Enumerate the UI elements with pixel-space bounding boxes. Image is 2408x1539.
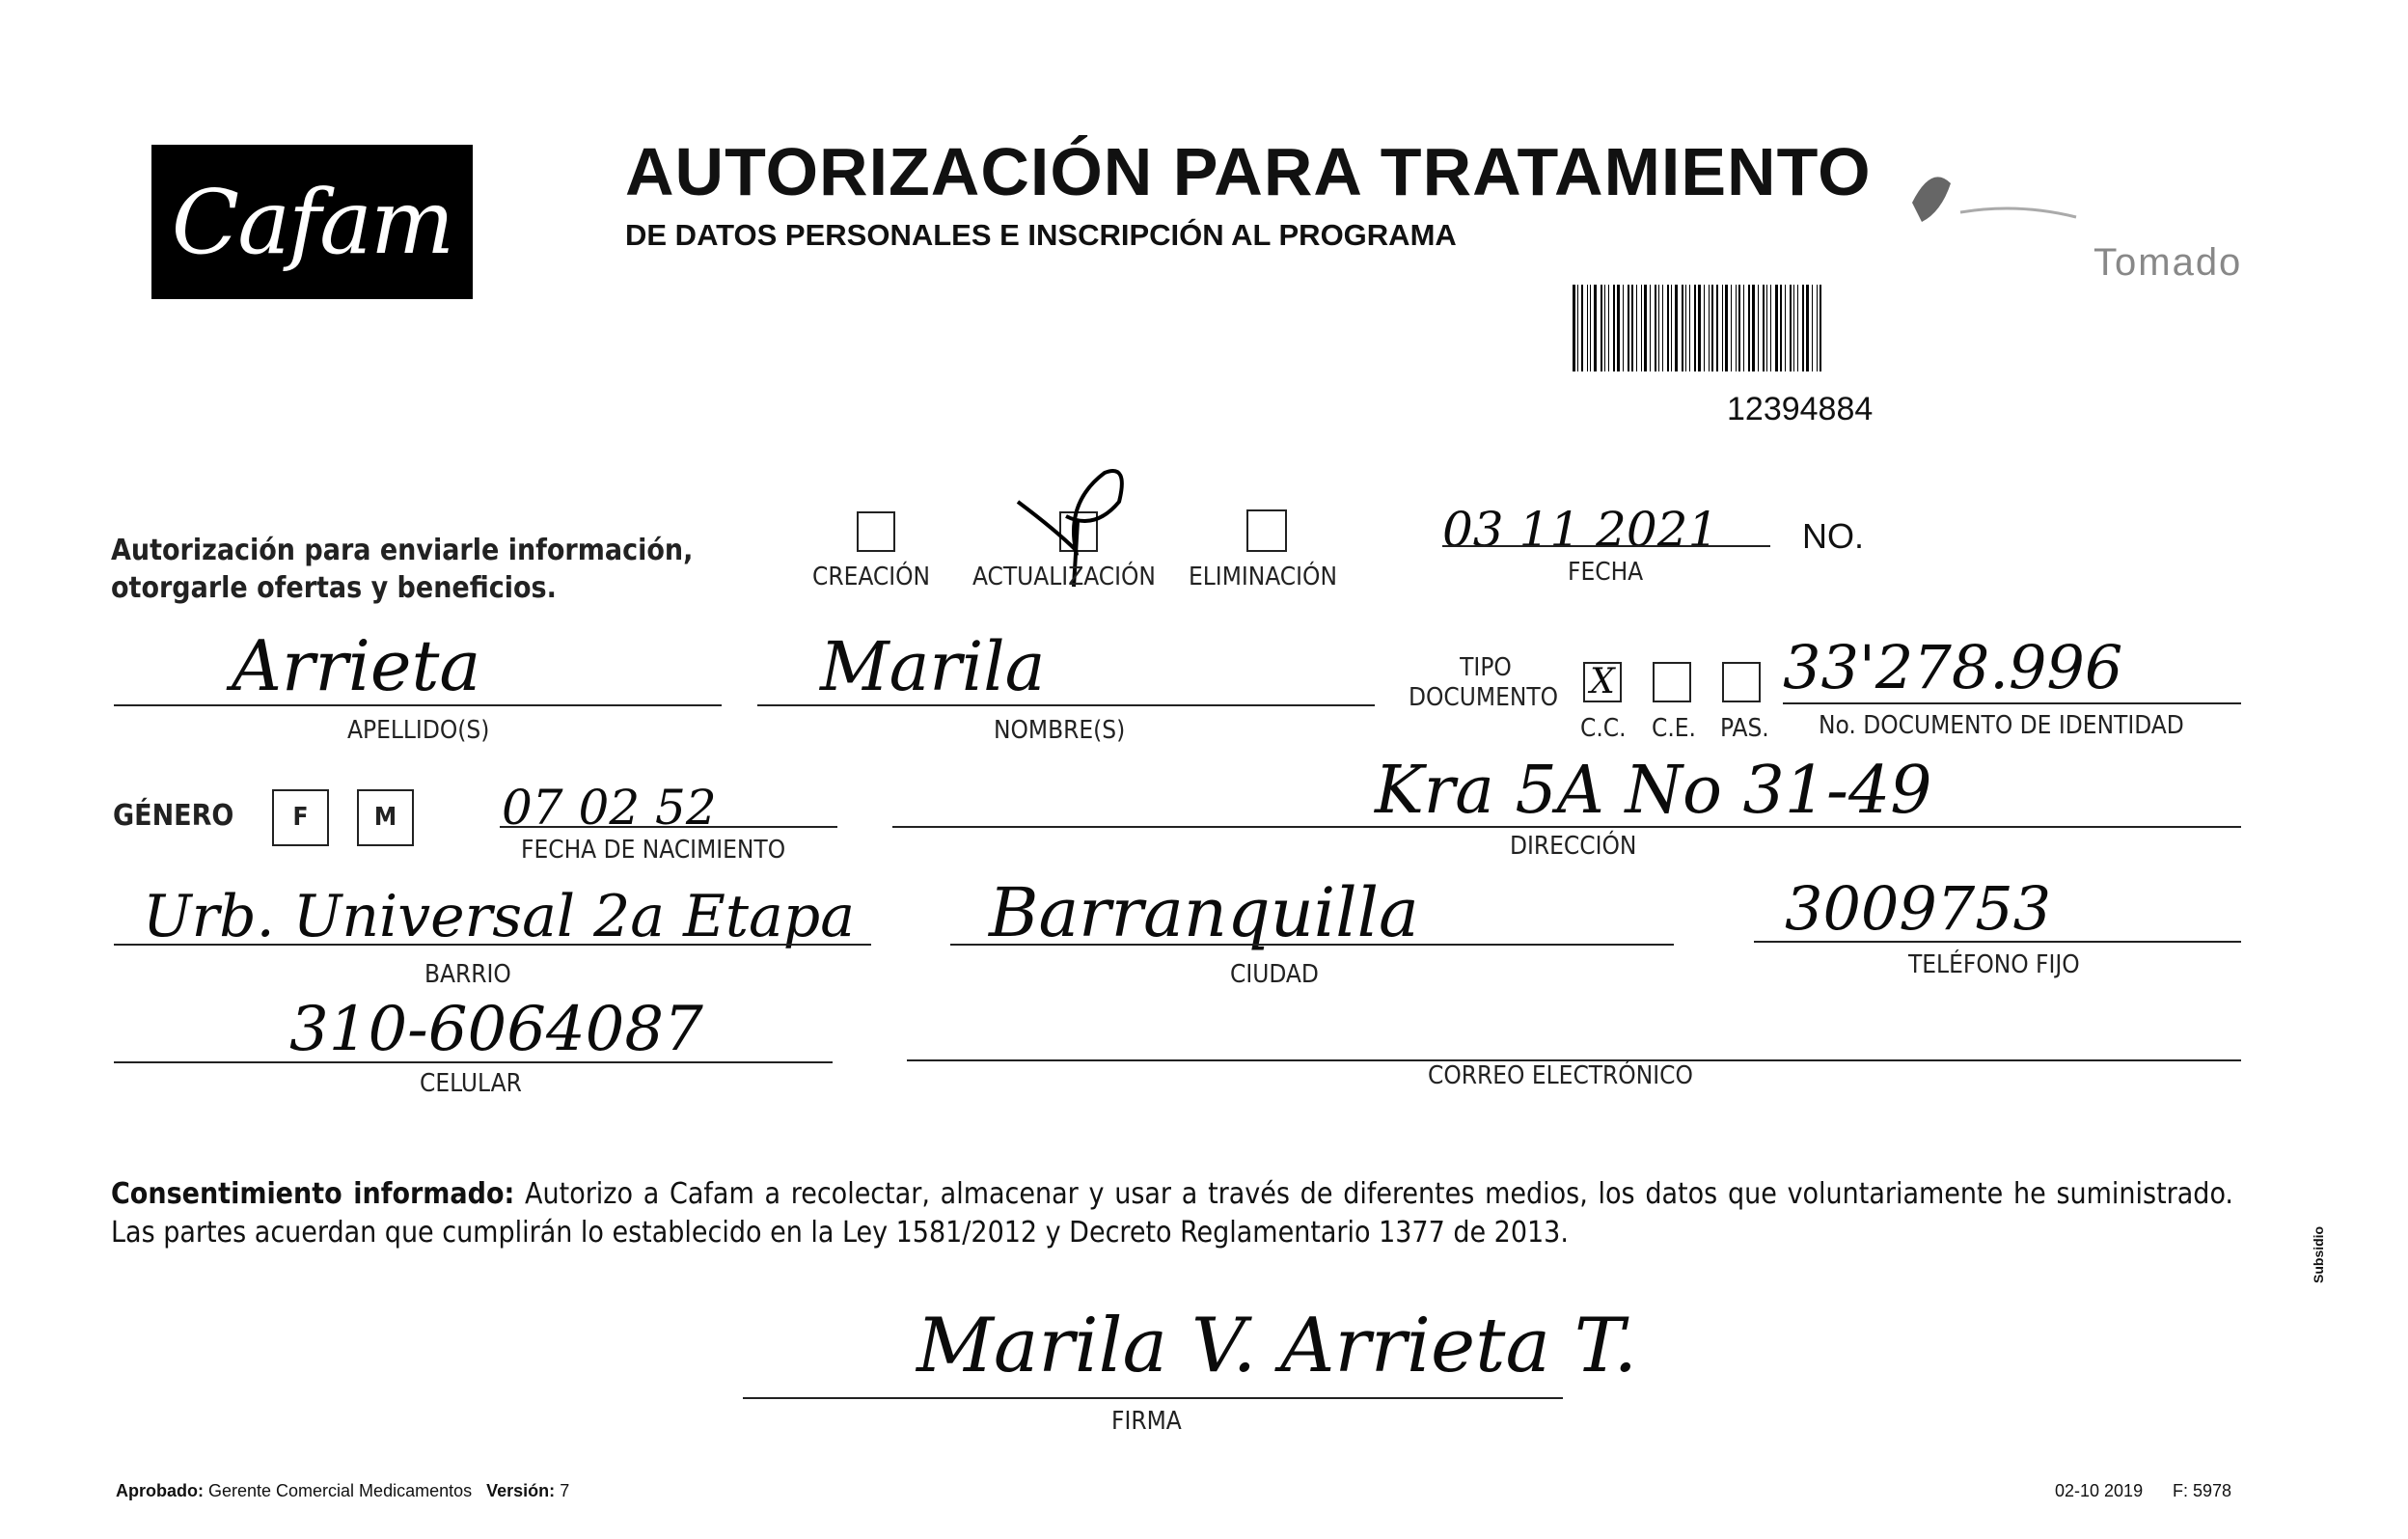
genero-label: GÉNERO [113, 799, 234, 833]
consent-paragraph [111, 1175, 2233, 1252]
checkbox-cc-mark: X [1590, 662, 1615, 701]
celular-value: 310-6064087 [289, 994, 703, 1065]
logo-text: Cafam [171, 170, 453, 274]
no-label: NO. [1802, 516, 1865, 556]
genero-f-box[interactable] [272, 789, 329, 846]
barrio-value: Urb. Universal 2a Etapa [143, 883, 855, 950]
fecha-label: FECHA [1568, 558, 1644, 587]
checkbox-eliminacion[interactable] [1246, 509, 1287, 552]
telefono-label: TELÉFONO FIJO [1908, 950, 2080, 979]
doc-type-pas: PAS. [1720, 714, 1769, 743]
cafam-logo [151, 145, 473, 299]
genero-f-letter: F [292, 803, 309, 832]
consent-lead: Consentimiento informado: [111, 1177, 515, 1211]
aprobado-value: Gerente Comercial Medicamentos [208, 1481, 473, 1500]
doc-type-ce: C.E. [1652, 714, 1696, 743]
ciudad-value: Barranquilla [989, 873, 1419, 952]
option-actualizacion-label: ACTUALIZACIÓN [972, 563, 1156, 591]
nombres-label: NOMBRE(S) [994, 716, 1126, 745]
doc-type-cc: C.C. [1580, 714, 1627, 743]
celular-label: CELULAR [420, 1069, 522, 1098]
doc-number-label: No. DOCUMENTO DE IDENTIDAD [1819, 711, 2184, 740]
apellidos-value: Arrieta [232, 625, 481, 706]
birth-value: 07 02 52 [502, 780, 717, 836]
correo-label: CORREO ELECTRÓNICO [1428, 1061, 1693, 1090]
version-value: 7 [560, 1481, 570, 1500]
form-subtitle: DE DATOS PERSONALES E INSCRIPCIÓN AL PROGRAMA [625, 218, 1457, 252]
genero-m-box[interactable] [357, 789, 414, 846]
barcode [1573, 285, 1958, 371]
checkbox-ce[interactable] [1653, 662, 1691, 702]
option-eliminacion-label: ELIMINACIÓN [1189, 563, 1337, 591]
option-creacion-label: CREACIÓN [812, 563, 931, 591]
authorization-label-line2: otorgarle ofertas y beneficios. [111, 571, 557, 605]
footer-aprobado [116, 1481, 569, 1501]
tipo-label: TIPO [1460, 653, 1512, 682]
checkbox-cc[interactable] [1583, 662, 1622, 702]
side-vertical-text: Subsidio [2311, 1225, 2326, 1283]
stamp-text: Tomado [2093, 241, 2243, 284]
version-label: Versión: [486, 1481, 556, 1500]
form-title: AUTORIZACIÓN PARA TRATAMIENTO [625, 134, 1872, 209]
checkbox-pas[interactable] [1722, 662, 1761, 702]
fecha-value: 03 11 2021 [1442, 502, 1719, 558]
documento-label: DOCUMENTO [1409, 683, 1559, 712]
apellidos-label: APELLIDO(S) [347, 716, 490, 745]
ciudad-label: CIUDAD [1230, 960, 1319, 989]
address-value: Kra 5A No 31-49 [1375, 753, 1932, 829]
authorization-label: Autorización para enviarle información, [111, 534, 694, 567]
footer-form-code: F: 5978 [2173, 1481, 2232, 1500]
birth-label: FECHA DE NACIMIENTO [521, 836, 786, 865]
consent-body: Autorizo a Cafam a recolectar, almacenar y usar a través de diferentes medios, los datos que voluntariamente he suministrado. Las partes acuerdan que cumplirán lo establecido en la Ley 1581/2012 y Decreto Reglamentario 1377 de 2013. [111, 1177, 2233, 1250]
nombres-value: Marila [820, 627, 1046, 706]
footer-date-code: 02-10 2019 [2055, 1481, 2144, 1500]
genero-m-letter: M [373, 803, 397, 832]
aprobado-label: Aprobado: [116, 1481, 204, 1500]
doc-number-value: 33'278.996 [1783, 632, 2123, 702]
barrio-label: BARRIO [424, 960, 511, 989]
firma-label: FIRMA [1111, 1407, 1182, 1436]
address-label: DIRECCIÓN [1510, 832, 1637, 861]
barcode-number: 12394884 [1727, 391, 1874, 427]
stamp-mark [1902, 145, 2095, 241]
checkbox-creacion[interactable] [857, 511, 895, 552]
telefono-value: 3009753 [1785, 873, 2052, 944]
signature-value: Marila V. Arrieta T. [917, 1303, 1638, 1389]
